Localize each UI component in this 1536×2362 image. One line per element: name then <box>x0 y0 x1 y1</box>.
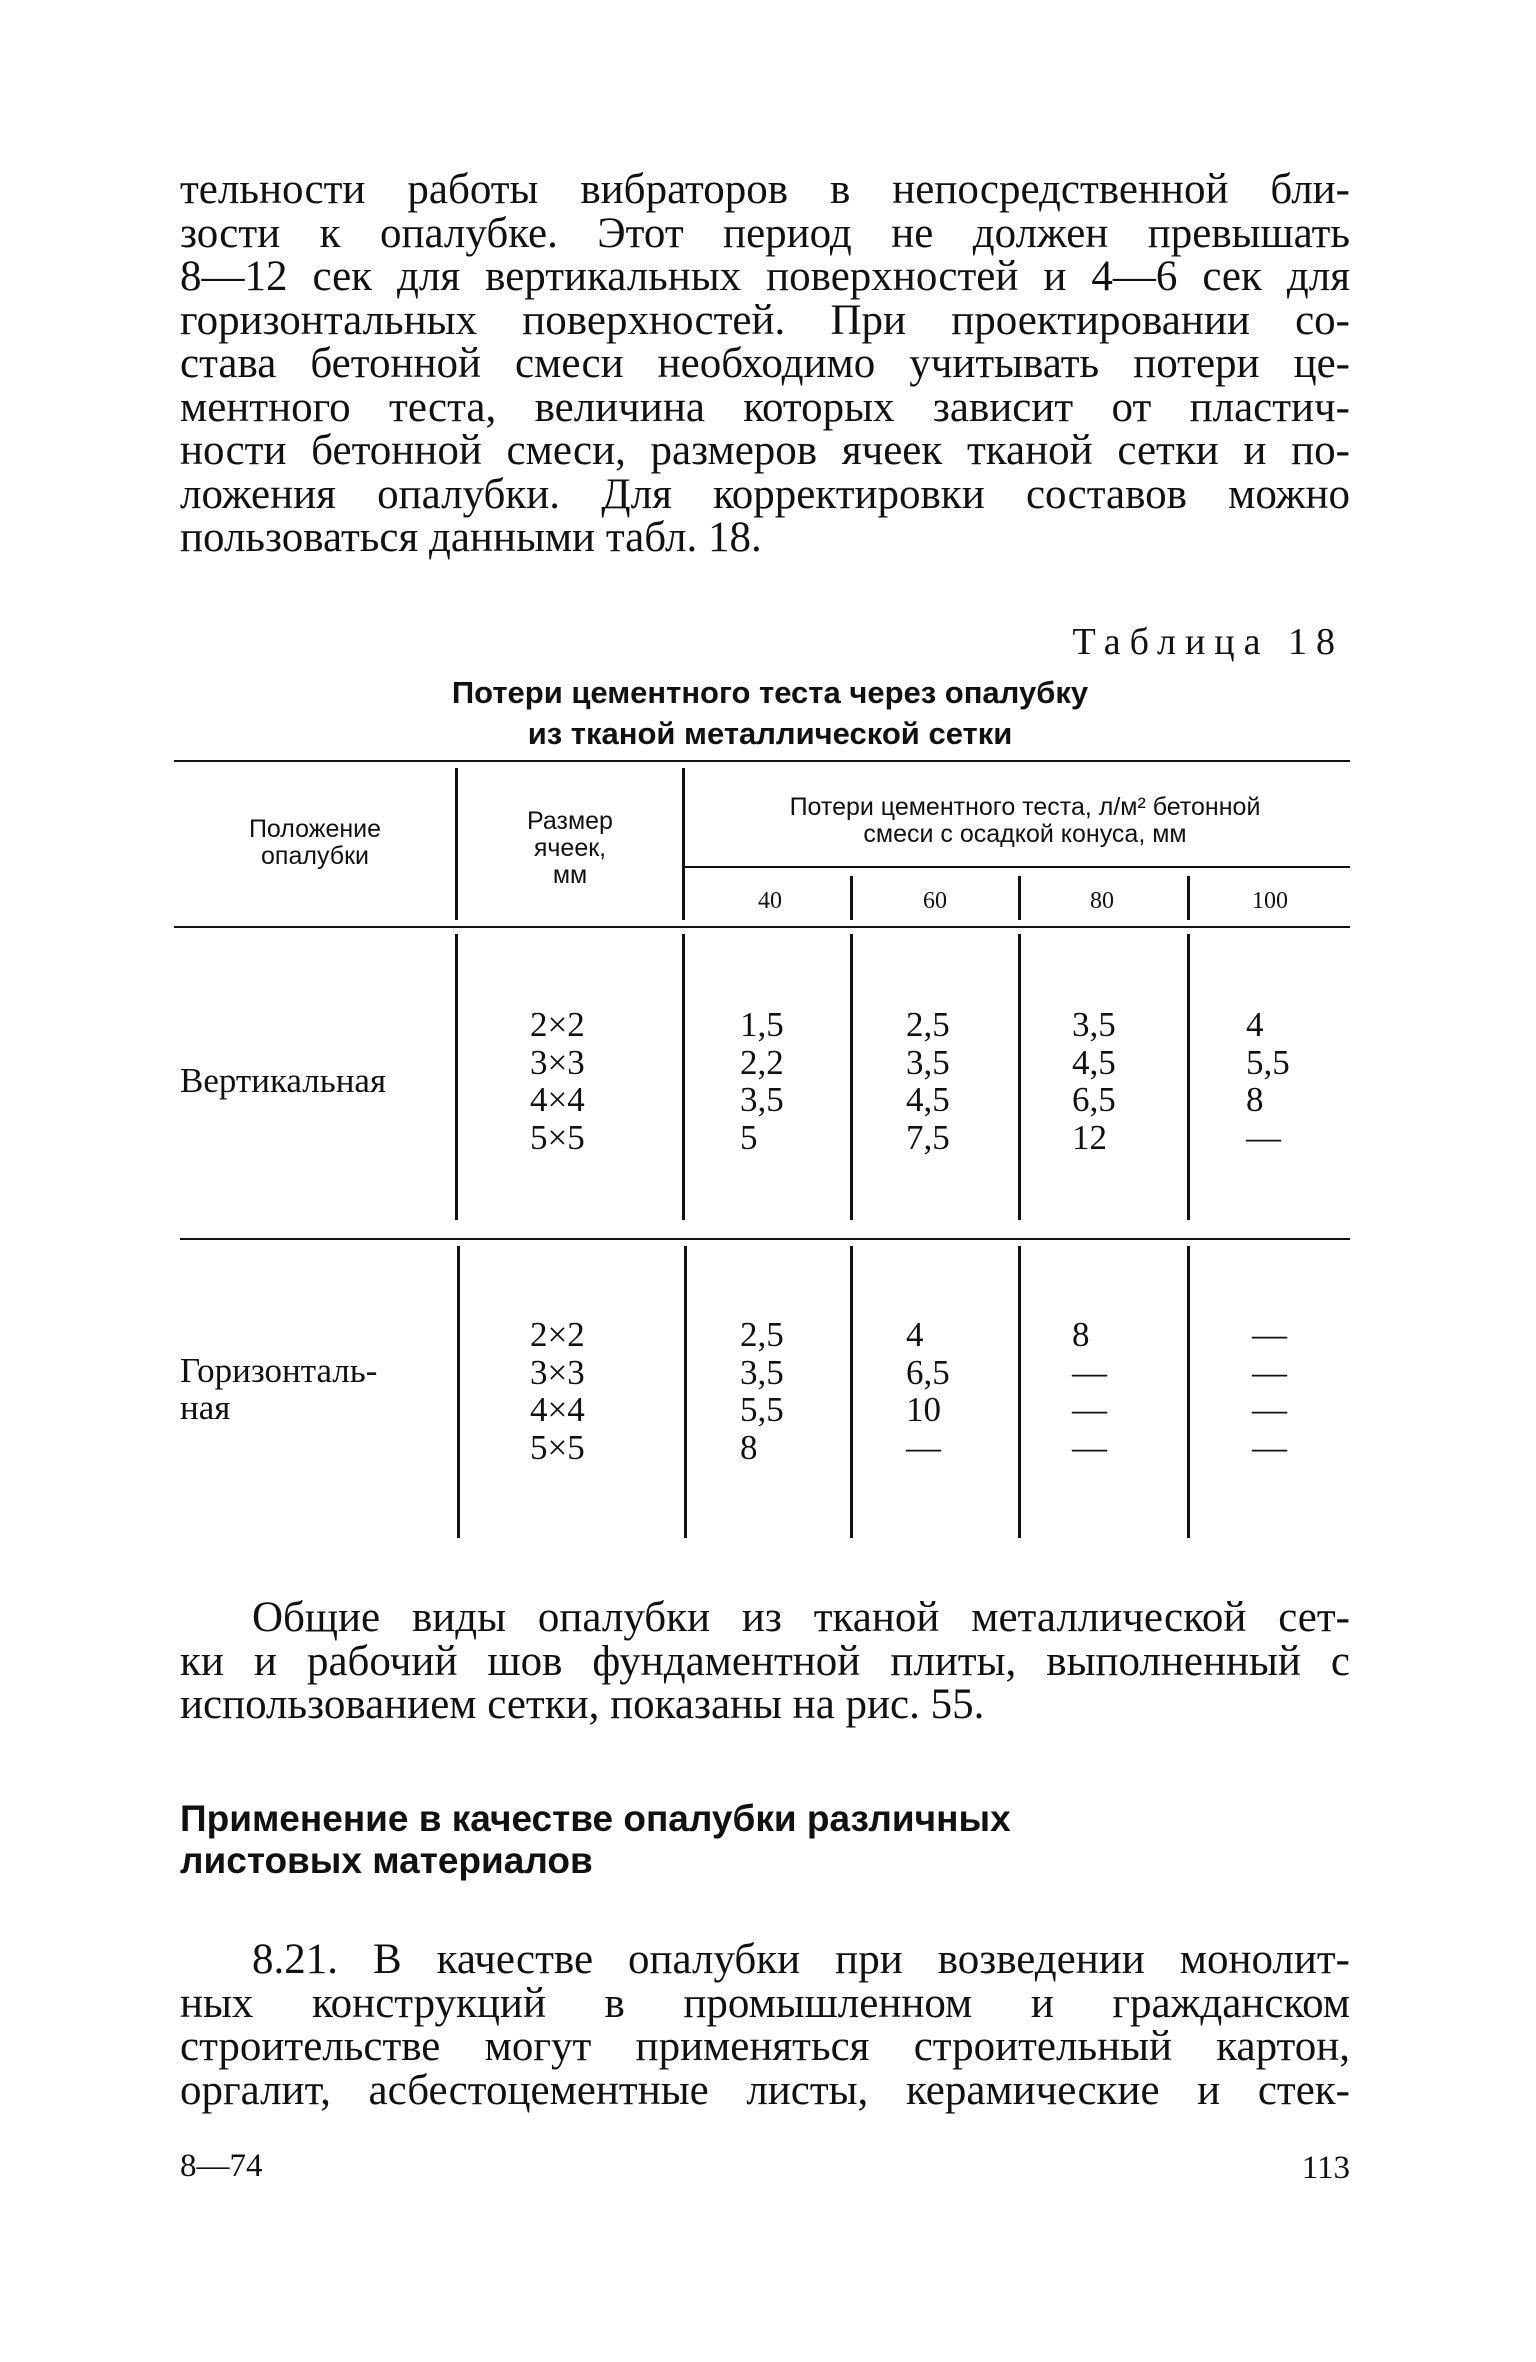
text-line: строительстве могут применяться строительный картон, <box>180 2023 1350 2070</box>
values-column-60 <box>906 1006 950 1156</box>
column-divider <box>1187 876 1190 920</box>
text-line: 8.21. В качестве опалубки при возведении монолит- <box>252 1936 1350 1983</box>
table-cell: — <box>1252 1315 1287 1354</box>
header-line: ячеек, <box>533 834 607 862</box>
table-cell: 3×3 <box>530 1042 585 1082</box>
table-cell: 5,5 <box>1246 1042 1290 1082</box>
table-cell: 2×2 <box>530 1005 585 1044</box>
row-label-line: Горизонталь- <box>180 1351 378 1390</box>
header-line: Размер <box>527 807 613 835</box>
text-line: оргалит, асбестоцементные листы, керамические и стек- <box>180 2066 1350 2114</box>
text-line: тельности работы вибраторов в непосредственной бли- <box>180 166 1350 213</box>
page-number: 113 <box>1301 2150 1350 2186</box>
column-divider <box>1018 934 1021 1220</box>
sizes-column <box>530 1006 585 1156</box>
column-divider <box>850 1246 853 1538</box>
section-heading <box>180 1798 1011 1882</box>
table-cell: — <box>1252 1352 1287 1392</box>
heading-line: Применение в качестве опалубки различных <box>180 1798 1011 1839</box>
table-cell: 3×3 <box>530 1352 585 1392</box>
text-line: зости к опалубке. Этот период не должен превышать <box>180 209 1350 257</box>
signature-mark: 8—74 <box>180 2148 263 2184</box>
row-label-line: Вертикальная <box>180 1061 387 1100</box>
text-line: ки и рабочий шов фундаментной плиты, выполненный с <box>180 1637 1350 1685</box>
column-divider <box>850 934 853 1220</box>
table-cell: 2,5 <box>906 1005 950 1044</box>
heading-line: листовых материалов <box>180 1840 593 1881</box>
table-cell: 4 <box>906 1315 924 1354</box>
column-divider <box>1187 934 1190 1220</box>
text-line: 8—12 сек для вертикальных поверхностей и 4—6 сек для <box>180 253 1350 300</box>
header-cell-size <box>470 808 670 889</box>
values-column-100 <box>1246 1006 1290 1156</box>
values-column-80 <box>1072 1006 1116 1156</box>
table-cell: 4×4 <box>530 1080 585 1119</box>
table-cell: — <box>906 1427 941 1467</box>
row-label-line: ная <box>180 1388 231 1427</box>
row-label-horizontal <box>180 1352 377 1426</box>
after-table-paragraph <box>180 1596 1350 1727</box>
values-column-80 <box>1072 1316 1107 1466</box>
table-cell: 3,5 <box>740 1352 784 1392</box>
clause-paragraph <box>180 1938 1350 2112</box>
table-cell: 6,5 <box>1072 1080 1116 1119</box>
text-line: става бетонной смеси необходимо учитывать потери це- <box>180 340 1350 387</box>
text-line: ных конструкций в промышленном и гражданском <box>180 1979 1350 2027</box>
column-divider <box>682 768 685 920</box>
table-cell: 5×5 <box>530 1427 585 1467</box>
table-cell: — <box>1246 1117 1281 1157</box>
table-cell: 5 <box>740 1117 758 1157</box>
column-divider <box>455 768 458 920</box>
table-cell: 8 <box>1246 1080 1264 1119</box>
values-column-40 <box>740 1006 784 1156</box>
table-title-line: из тканой металлической сетки <box>527 716 1013 751</box>
values-column-40 <box>740 1316 784 1466</box>
table-cell: — <box>1252 1390 1287 1429</box>
table-label: Таблица 18 <box>1072 621 1344 663</box>
text-line: Общие виды опалубки из тканой металлической сет- <box>252 1594 1350 1641</box>
table-cell: — <box>1072 1427 1107 1467</box>
table-cell: 12 <box>1072 1117 1107 1157</box>
column-divider <box>1018 1246 1021 1538</box>
table-cell: 6,5 <box>906 1352 950 1392</box>
table-top-rule <box>174 760 1350 762</box>
header-line: мм <box>552 861 588 889</box>
header-slump-100: 100 <box>1252 888 1288 914</box>
table-cell: 7,5 <box>906 1117 950 1157</box>
text-line: ности бетонной смеси, размеров ячеек тканой сетки и по- <box>180 427 1350 474</box>
table-cell: 2,2 <box>740 1042 784 1082</box>
row-label-vertical <box>180 1062 386 1099</box>
header-line: смеси с осадкой конуса, мм <box>863 820 1187 848</box>
table-cell: 4×4 <box>530 1390 585 1429</box>
table-cell: 3,5 <box>906 1042 950 1082</box>
table-cell: 8 <box>1072 1315 1090 1354</box>
table-cell: 3,5 <box>1072 1005 1116 1044</box>
header-bottom-rule <box>174 926 1350 928</box>
column-divider <box>682 934 685 1220</box>
row-separator-rule <box>180 1238 1350 1240</box>
values-column-100 <box>1252 1316 1287 1466</box>
table-cell: — <box>1252 1427 1287 1467</box>
header-position <box>190 816 440 870</box>
text-line: ложения опалубки. Для корректировки составов можно <box>180 470 1350 518</box>
subheader-rule <box>684 866 1350 868</box>
table-cell: 2×2 <box>530 1315 585 1354</box>
table-cell: 4,5 <box>1072 1042 1116 1082</box>
text-line: пользоваться данными табл. 18. <box>180 514 762 561</box>
intro-paragraph <box>180 168 1350 560</box>
column-divider <box>1018 876 1021 920</box>
table-cell: 10 <box>906 1390 941 1429</box>
text-line: ментного теста, величина которых зависит от пластич- <box>180 383 1350 431</box>
table-cell: 8 <box>740 1427 758 1467</box>
header-line: опалубки <box>261 842 369 870</box>
column-divider <box>455 934 458 1220</box>
header-line: Потери цементного теста, л/м² бетонной <box>789 793 1261 821</box>
table-cell: 2,5 <box>740 1315 784 1354</box>
table-cell: 4 <box>1246 1005 1264 1044</box>
text-line: горизонтальных поверхностей. При проектировании со- <box>180 296 1350 344</box>
table-cell: 4,5 <box>906 1080 950 1119</box>
header-slump-60: 60 <box>923 888 947 914</box>
header-slump-80: 80 <box>1090 888 1114 914</box>
column-divider <box>684 1246 687 1538</box>
table-title-line: Потери цементного теста через опалубку <box>451 675 1089 710</box>
column-divider <box>1187 1246 1190 1538</box>
table-cell: 3,5 <box>740 1080 784 1119</box>
header-losses <box>700 794 1350 848</box>
table-title <box>300 672 1240 754</box>
column-divider <box>850 876 853 920</box>
header-line: Положение <box>248 815 382 843</box>
header-slump-40: 40 <box>758 888 782 914</box>
column-divider <box>457 1246 460 1538</box>
sizes-column <box>530 1316 585 1466</box>
table-cell: 1,5 <box>740 1005 784 1044</box>
table-cell: 5,5 <box>740 1390 784 1429</box>
table-cell: — <box>1072 1390 1107 1429</box>
text-line: использованием сетки, показаны на рис. 55. <box>180 1681 985 1728</box>
table-cell: 5×5 <box>530 1117 585 1157</box>
values-column-60 <box>906 1316 950 1466</box>
table-cell: — <box>1072 1352 1107 1392</box>
